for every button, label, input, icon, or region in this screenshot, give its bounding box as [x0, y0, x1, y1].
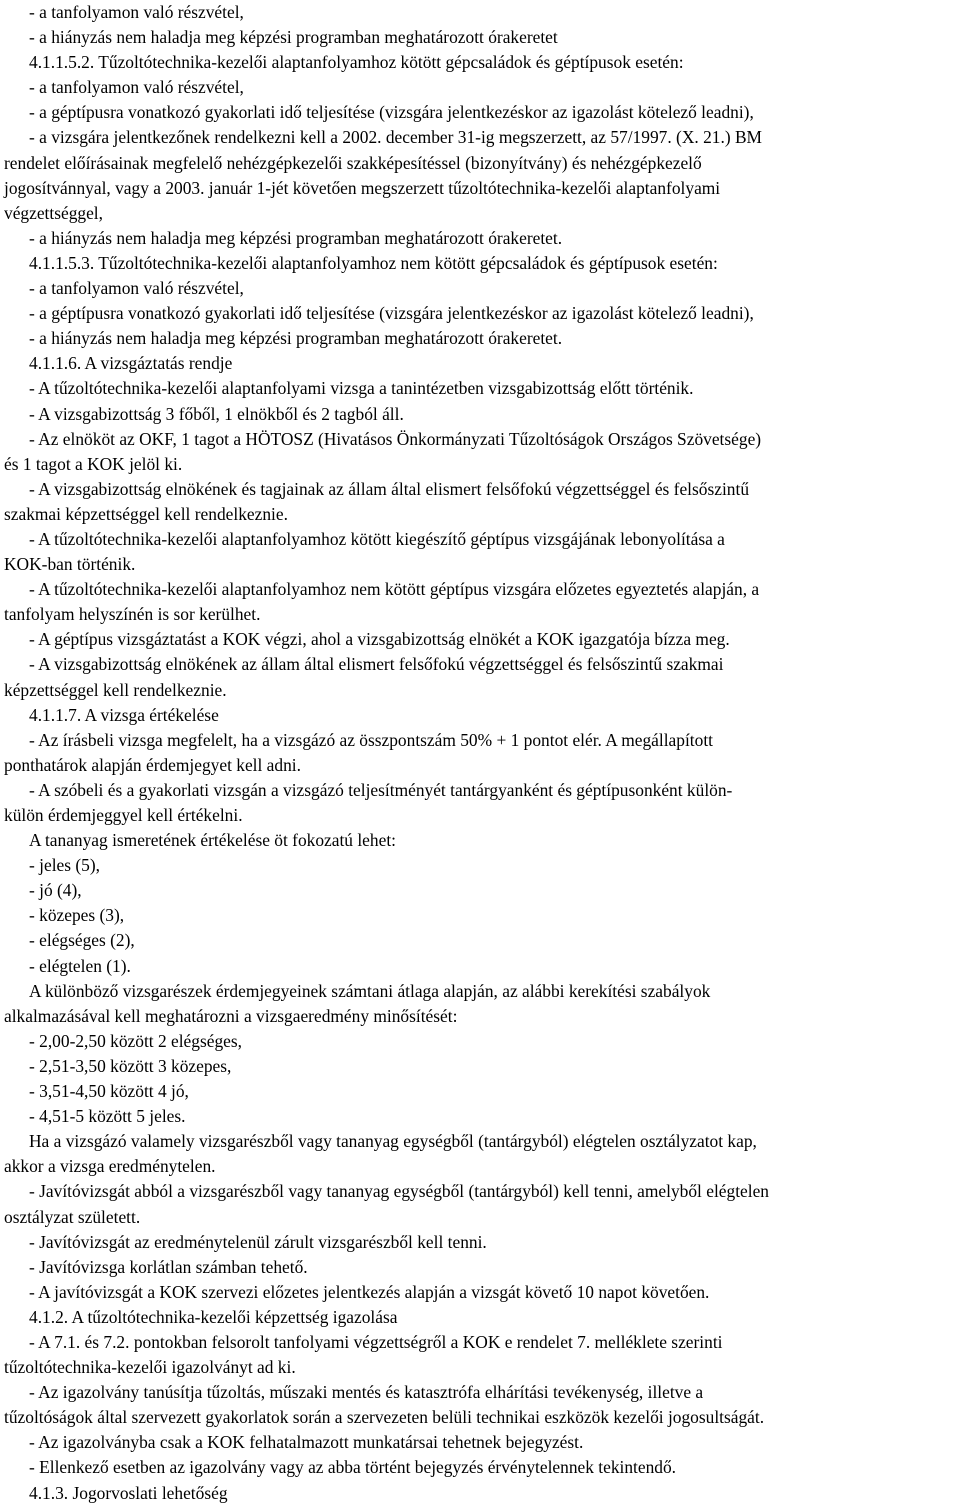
text-line: - Javítóvizsgát abból a vizsgarészből vagy tananyag egységből (tantárgyból) kell tenni, amelyből elégtelen [29, 1181, 769, 1202]
text-line: képzettséggel kell rendelkeznie. [4, 679, 227, 700]
text-line: osztályzat született. [4, 1206, 141, 1227]
text-line: - a tanfolyamon való részvétel, [29, 2, 244, 22]
text-line: 4.1.1.5.3. Tűzoltótechnika-kezelői alaptanfolyamhoz nem kötött gépcsaládok és géptípusok esetén: [29, 252, 718, 273]
text-line: - 4,51-5 között 5 jeles. [29, 1106, 186, 1127]
text-line: - A tűzoltótechnika-kezelői alaptanfolyamhoz nem kötött géptípus vizsgára előzetes egyeztetés alapján, a [29, 579, 760, 600]
text-line: - a tanfolyamon való részvétel, [29, 278, 244, 299]
text-line: 4.1.2. A tűzoltótechnika-kezelői képzettség igazolása [29, 1306, 398, 1327]
text-line: - a vizsgára jelentkezőnek rendelkezni kell a 2002. december 31-ig megszerzett, az 57/1997. (X. 21.) BM [29, 127, 763, 148]
text-line: - Javítóvizsgát az eredménytelenül zárult vizsgarészből kell tenni. [29, 1231, 487, 1252]
text-line: - A szóbeli és a gyakorlati vizsgán a vizsgázó teljesítményét tantárgyanként és géptípusonként külön- [29, 779, 733, 800]
text-line: - A 7.1. és 7.2. pontokban felsorolt tanfolyami végzettségről a KOK e rendelet 7. melléklete szerinti [29, 1331, 723, 1352]
text-line: - 2,51-3,50 között 3 közepes, [29, 1055, 232, 1076]
text-line: - A vizsgabizottság elnökének az állam által elismert felsőfokú végzettséggel és felsőszintű szakmai [29, 654, 724, 675]
text-line: jogosítvánnyal, vagy a 2003. január 1-jét követően megszerzett tűzoltótechnika-kezelői alaptanfolyami [4, 177, 721, 198]
text-line: - a géptípusra vonatkozó gyakorlati idő teljesítése (vizsgára jelentkezéskor az igazolást kötelező leadni), [29, 102, 754, 123]
text-line: A tananyag ismeretének értékelése öt fokozatú lehet: [29, 830, 396, 851]
text-line: ponthatárok alapján érdemjegyet kell adni. [4, 754, 301, 775]
text-line: szakmai képzettséggel kell rendelkeznie. [4, 503, 288, 524]
text-line: alkalmazásával kell meghatározni a vizsgaeredmény minősítését: [4, 1005, 458, 1026]
text-line: KOK-ban történik. [4, 554, 136, 575]
text-line: - Javítóvizsga korlátlan számban tehető. [29, 1256, 308, 1277]
text-line: - A géptípus vizsgáztatást a KOK végzi, ahol a vizsgabizottság elnökét a KOK igazgatója bízza meg. [29, 629, 730, 650]
text-line: 4.1.1.5.2. Tűzoltótechnika-kezelői alaptanfolyamhoz kötött gépcsaládok és géptípusok esetén: [29, 52, 684, 73]
text-line: - jó (4), [29, 880, 82, 901]
text-line: végzettséggel, [4, 202, 103, 223]
text-line: külön érdemjeggyel kell értékelni. [4, 805, 243, 825]
text-line: - Az igazolványba csak a KOK felhatalmazott munkatársai tehetnek bejegyzést. [29, 1432, 584, 1453]
text-line: - közepes (3), [29, 905, 125, 926]
text-line: A különböző vizsgarészek érdemjegyeinek számtani átlaga alapján, az alábbi kerekítési szabályok [29, 980, 711, 1001]
text-line: és 1 tagot a KOK jelöl ki. [4, 453, 183, 474]
text-line: 4.1.3. Jogorvoslati lehetőség [29, 1482, 228, 1503]
text-line: - a hiányzás nem haladja meg képzési programban meghatározott órakeretet. [29, 227, 563, 248]
text-line: - A tűzoltótechnika-kezelői alaptanfolyamhoz kötött kiegészítő géptípus vizsgájának lebonyolítása a [29, 528, 725, 549]
text-line: - elégtelen (1). [29, 955, 131, 976]
text-line: - a géptípusra vonatkozó gyakorlati idő teljesítése (vizsgára jelentkezéskor az igazolást kötelező leadni), [29, 303, 754, 324]
text-line: - jeles (5), [29, 855, 100, 876]
text-line: - elégséges (2), [29, 930, 135, 951]
text-line: tanfolyam helyszínén is sor kerülhet. [4, 604, 261, 625]
text-line: 4.1.1.6. A vizsgáztatás rendje [29, 353, 233, 374]
text-line: - 2,00-2,50 között 2 elégséges, [29, 1030, 242, 1051]
text-line: - A vizsgabizottság 3 főből, 1 elnökből és 2 tagból áll. [29, 403, 404, 424]
text-line: rendelet előírásainak megfelelő nehézgépkezelői szakképesítéssel (bizonyítvány) és nehézgépkezelő [4, 152, 702, 173]
text-line: - Ellenkező esetben az igazolvány vagy az abba történt bejegyzés érvénytelennek tekintendő. [29, 1457, 677, 1478]
text-line: tűzoltóságok által szervezett gyakorlatok során a szervezeten belüli technikai eszközök kezelői jogosultságát. [4, 1407, 765, 1428]
text-line: - a tanfolyamon való részvétel, [29, 77, 244, 98]
text-line: - a hiányzás nem haladja meg képzési programban meghatározott órakeretet [29, 27, 558, 48]
text-line: - A vizsgabizottság elnökének és tagjainak az állam által elismert felsőfokú végzettséggel és felsőszintű [29, 478, 750, 499]
text-line: - Az írásbeli vizsga megfelelt, ha a vizsgázó az összpontszám 50% + 1 pontot elér. A megállapított [29, 729, 713, 750]
text-line: Ha a vizsgázó valamely vizsgarészből vagy tananyag egységből (tantárgyból) elégtelen osztályzatot kap, [29, 1131, 757, 1152]
text-line: tűzoltótechnika-kezelői igazolványt ad ki. [4, 1357, 296, 1378]
text-line: - a hiányzás nem haladja meg képzési programban meghatározott órakeretet. [29, 328, 563, 349]
text-line: akkor a vizsga eredménytelen. [4, 1156, 216, 1177]
text-line: 4.1.1.7. A vizsga értékelése [29, 704, 219, 725]
text-line: - Az igazolvány tanúsítja tűzoltás, műszaki mentés és katasztrófa elhárítási tevékenység, illetve a [29, 1382, 704, 1403]
text-line: - 3,51-4,50 között 4 jó, [29, 1081, 189, 1102]
text-line: - A tűzoltótechnika-kezelői alaptanfolyami vizsga a tanintézetben vizsgabizottság előtt történik. [29, 378, 694, 399]
text-line: - A javítóvizsgát a KOK szervezi előzetes jelentkezés alapján a vizsgát követő 10 napot követően. [29, 1281, 710, 1302]
text-line: - Az elnököt az OKF, 1 tagot a HÖTOSZ (Hivatásos Önkormányzati Tűzoltóságok Országos Szövetsége) [29, 428, 762, 449]
